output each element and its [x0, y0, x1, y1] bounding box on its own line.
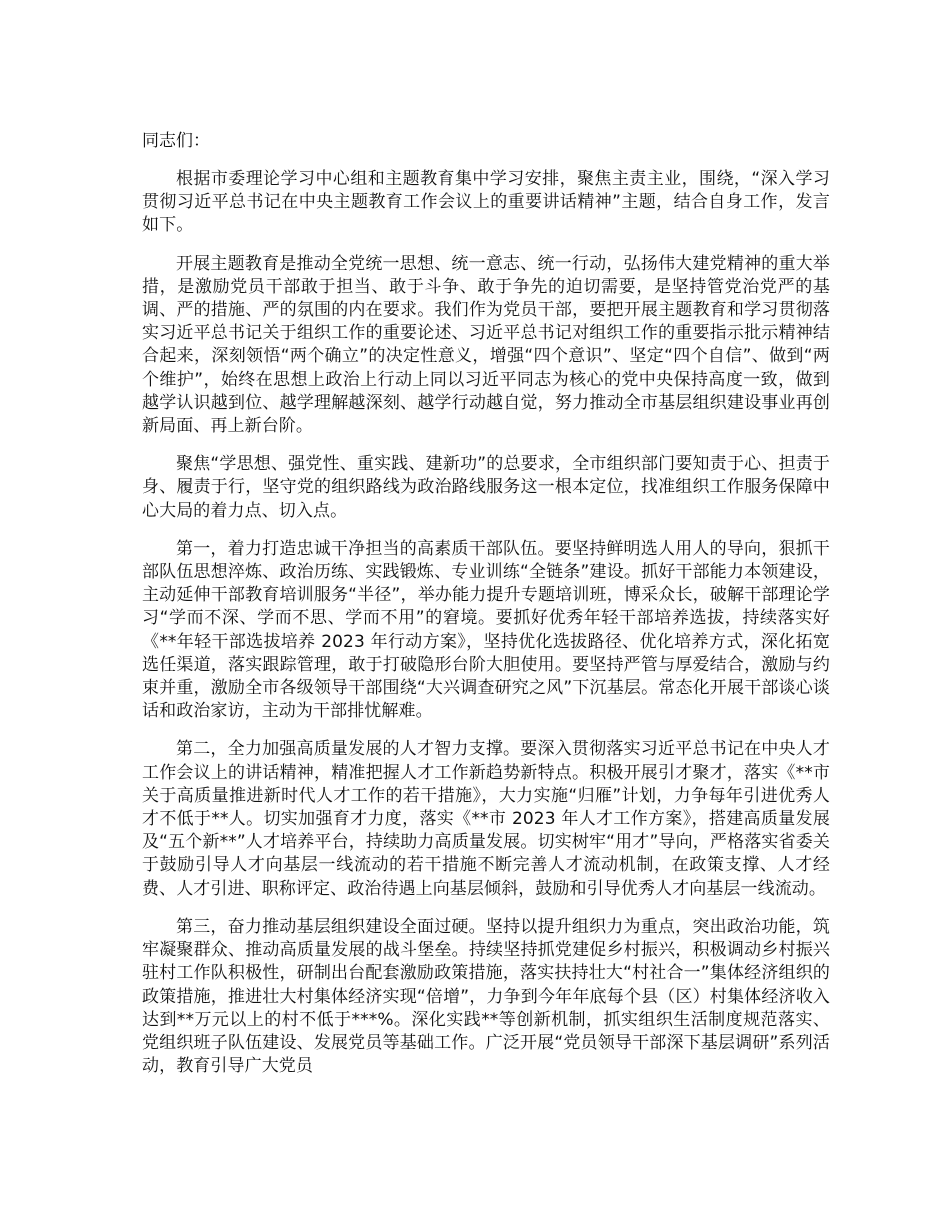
paragraph-general-requirement: 聚焦“学思想、强党性、重实践、建新功”的总要求，全市组织部门要知责于心、担责于身、履责于行，坚守党的组织路线为政治路线服务这一根本定位，找准组织工作服务保障中心大局的着力点、切入点。: [142, 454, 830, 521]
paragraph-intro: 根据市委理论学习中心组和主题教育集中学习安排，聚焦主责主业，围绕，“深入学习贯彻习近平总书记在中央主题教育工作会议上的重要讲话精神”主题，结合自身工作，发言如下。: [142, 169, 830, 236]
paragraph-first-point: 第一，着力打造忠诚干净担当的高素质干部队伍。要坚持鲜明选人用人的导向，狠抓干部队伍思想淬炼、政治历练、实践锻炼、专业训练“全链条”建设。抓好干部能力本领建设，主动延伸干部教育培训服务“半径”，举办能力提升专题培训班，博采众长，破解干部理论学习“学而不深、学而不思、学而不用”的窘境。要抓好优秀年轻干部培养选拔，持续落实好《**年轻干部选拔培养 2023 年行动方案》，坚持优化选拔路径、优化培养方式，深化拓宽选任渠道，落实跟踪管理，敢于打破隐形台阶大胆使用。要坚持严管与厚爱结合，激励与约束并重，激励全市各级领导干部围绕“大兴调查研究之风”下沉基层。常态化开展干部谈心谈话和政治家访，主动为干部排忧解难。: [142, 538, 830, 722]
paragraph-third-point: 第三，奋力推动基层组织建设全面过硬。坚持以提升组织力为重点，突出政治功能，筑牢凝聚群众、推动高质量发展的战斗堡垒。持续坚持抓党建促乡村振兴，积极调动乡村振兴驻村工作队积极性，研制出台配套激励政策措施，落实扶持壮大“村社合一”集体经济组织的政策措施，推进壮大村集体经济实现“倍增”，力争到今年年底每个县（区）村集体经济收入达到**万元以上的村不低于***%。深化实践**等创新机制，抓实组织生活制度规范落实、党组织班子队伍建设、发展党员等基础工作。广泛开展“党员领导干部深下基层调研”系列活动，教育引导广大党员: [142, 916, 830, 1077]
paragraph-theme-education: 开展主题教育是推动全党统一思想、统一意志、统一行动，弘扬伟大建党精神的重大举措，是激励党员干部敢于担当、敢于斗争、敢于争先的迫切需要，是坚持管党治党严的基调、严的措施、严的氛围的内在要求。我们作为党员干部，要把开展主题教育和学习贯彻落实习近平总书记关于组织工作的重要论述、习近平总书记对组织工作的重要指示批示精神结合起来，深刻领悟“两个确立”的决定性意义，增强“四个意识”、坚定“四个自信”、做到“两个维护”，始终在思想上政治上行动上同以习近平同志为核心的党中央保持高度一致，做到越学认识越到位、越学理解越深刻、越学行动越自觉，努力推动全市基层组织建设事业再创新局面、再上新台阶。: [142, 253, 830, 437]
document-page: [142, 128, 830, 1093]
salutation: 同志们：: [142, 131, 210, 151]
paragraph-second-point: 第二，全力加强高质量发展的人才智力支撑。要深入贯彻落实习近平总书记在中央人才工作会议上的讲话精神，精准把握人才工作新趋势新特点。积极开展引才聚才，落实《**市关于高质量推进新时代人才工作的若干措施》，大力实施“归雁”计划，力争每年引进优秀人才不低于**人。切实加强育才力度，落实《**市 2023 年人才工作方案》，搭建高质量发展及“五个新**”人才培养平台，持续助力高质量发展。切实树牢“用才”导向，严格落实省委关于鼓励引导人才向基层一线流动的若干措施不断完善人才流动机制，在政策支撑、人才经费、人才引进、职称评定、政治待遇上向基层倾斜，鼓励和引导优秀人才向基层一线流动。: [142, 739, 830, 899]
